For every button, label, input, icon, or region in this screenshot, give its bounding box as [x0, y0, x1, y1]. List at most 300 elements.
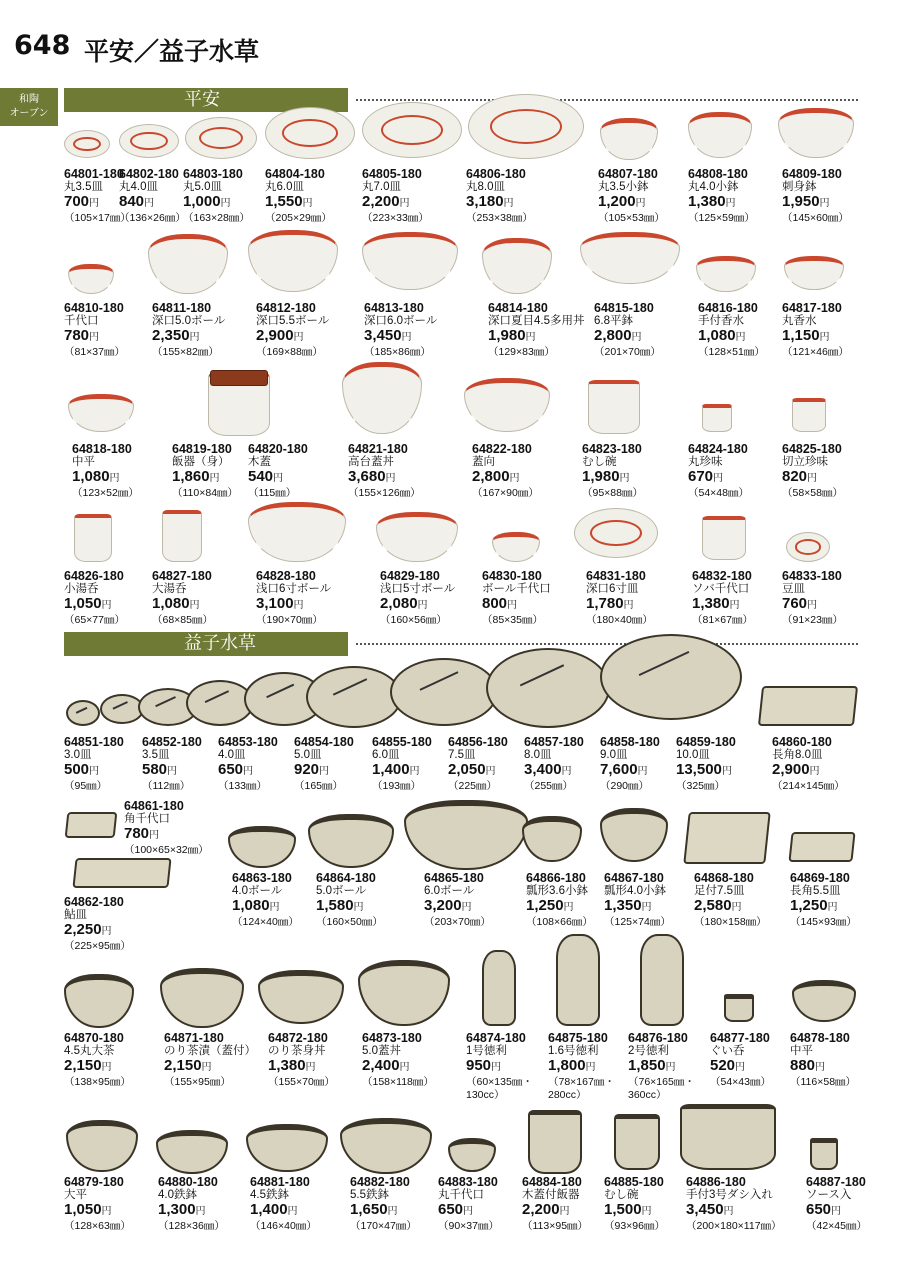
- product-photo: [492, 532, 540, 562]
- product-photo: [228, 826, 296, 868]
- price-value: 1,580: [316, 897, 354, 914]
- page-title: 平安／益子水草: [84, 37, 260, 66]
- product-size: （58×58㎜）: [782, 487, 843, 499]
- product-photo: [810, 1138, 838, 1170]
- product-name: 深口5.5ボール: [256, 315, 330, 327]
- yen-label: 円: [735, 1062, 746, 1073]
- product-name: 浅口6寸ボール: [256, 583, 332, 595]
- product-code: 64830-180: [482, 569, 542, 583]
- product-info: [362, 168, 429, 225]
- glazed-ware-shape: [65, 812, 118, 838]
- product-name: 丸7.0皿: [362, 181, 401, 193]
- product-photo: [64, 130, 110, 158]
- product-price: [348, 469, 421, 487]
- product-info: [790, 872, 857, 929]
- product-name: 蓋向: [472, 456, 495, 468]
- yen-label: 円: [399, 1062, 410, 1073]
- yen-label: 円: [293, 600, 304, 611]
- product-size: （255㎜）: [524, 780, 574, 792]
- product-price: [782, 194, 849, 212]
- product-code: 64827-180: [152, 569, 212, 583]
- yen-label: 円: [713, 473, 724, 484]
- price-value: 1,380: [692, 595, 730, 612]
- yen-label: 円: [273, 473, 284, 484]
- product-name: 瓢形3.6小鉢: [526, 885, 588, 897]
- product-info: [119, 168, 186, 225]
- glazed-ware-shape: [308, 814, 394, 868]
- yen-label: 円: [631, 332, 642, 343]
- product-photo: [482, 950, 516, 1026]
- price-value: 2,800: [472, 468, 510, 485]
- glazed-ware-shape: [683, 812, 770, 864]
- product-name: 3.0皿: [64, 749, 92, 761]
- yen-label: 円: [89, 198, 100, 209]
- product-photo: [156, 1130, 228, 1174]
- product-info: [372, 736, 432, 793]
- product-name: 丸3.5小鉢: [598, 181, 649, 193]
- product-size: （112㎜）: [142, 780, 191, 792]
- price-value: 2,200: [522, 1201, 560, 1218]
- product-photo: [760, 686, 856, 726]
- yen-label: 円: [509, 473, 520, 484]
- product-name: 手付3号ダシ入れ: [686, 1189, 773, 1201]
- product-price: [64, 328, 125, 346]
- yen-label: 円: [725, 198, 736, 209]
- yen-label: 円: [401, 332, 412, 343]
- product-info: [628, 1032, 695, 1102]
- product-code: 64868-180: [694, 871, 754, 885]
- yen-label: 円: [723, 1206, 734, 1217]
- product-code: 64808-180: [688, 167, 748, 181]
- product-photo: [404, 800, 528, 870]
- product-info: [72, 443, 139, 500]
- yen-label: 円: [463, 1206, 474, 1217]
- price-value: 1,150: [782, 327, 820, 344]
- price-value: 2,900: [772, 761, 810, 778]
- product-code: 64857-180: [524, 735, 584, 749]
- product-price: [218, 762, 278, 780]
- price-value: 1,080: [72, 468, 110, 485]
- yen-label: 円: [269, 902, 280, 913]
- painted-ware-shape: [376, 512, 458, 562]
- product-info: [482, 570, 551, 627]
- product-name: 6.0ボール: [424, 885, 475, 897]
- yen-label: 円: [319, 766, 330, 777]
- product-price: [152, 596, 213, 614]
- product-info: [692, 570, 753, 627]
- product-name: のり茶漬（蓋付）: [164, 1045, 256, 1057]
- painted-ware-shape: [248, 502, 346, 562]
- painted-ware-shape: [588, 380, 640, 434]
- yen-label: 円: [302, 198, 313, 209]
- product-name: 丸4.0皿: [119, 181, 158, 193]
- glazed-ware-shape: [358, 960, 450, 1026]
- product-price: [158, 1202, 225, 1220]
- product-code: 64880-180: [158, 1175, 218, 1189]
- product-size: （185×86㎜）: [364, 346, 431, 358]
- price-value: 880: [790, 1057, 816, 1074]
- product-name: 深口夏目4.5多用丼: [488, 315, 585, 327]
- price-value: 2,580: [694, 897, 732, 914]
- price-value: 760: [782, 595, 808, 612]
- price-value: 1,250: [790, 897, 828, 914]
- price-value: 3,180: [466, 193, 504, 210]
- product-name: 3.5皿: [142, 749, 170, 761]
- yen-label: 円: [641, 1206, 652, 1217]
- product-code: 64859-180: [676, 735, 736, 749]
- product-photo: [306, 666, 402, 728]
- product-info: [604, 872, 671, 929]
- price-value: 1,380: [688, 193, 726, 210]
- product-price: [688, 469, 749, 487]
- price-value: 700: [64, 193, 90, 210]
- product-photo: [468, 94, 584, 159]
- painted-ware-shape: [784, 256, 844, 290]
- product-size: （115㎜）: [248, 487, 297, 499]
- product-price: [604, 898, 671, 916]
- product-code: 64820-180: [248, 442, 308, 456]
- product-price: [448, 762, 508, 780]
- glazed-ware-shape: [306, 666, 402, 728]
- product-size: （91×23㎜）: [782, 614, 843, 626]
- price-value: 650: [218, 761, 244, 778]
- product-info: [488, 302, 585, 359]
- product-info: [124, 800, 209, 857]
- painted-ware-shape: [68, 394, 134, 432]
- product-photo: [574, 508, 658, 558]
- glazed-ware-shape: [482, 950, 516, 1026]
- product-info: [64, 736, 124, 793]
- price-value: 1,300: [158, 1201, 196, 1218]
- product-code: 64881-180: [250, 1175, 310, 1189]
- price-value: 2,150: [164, 1057, 202, 1074]
- product-photo: [792, 398, 826, 432]
- product-photo: [340, 1118, 432, 1174]
- product-size: （290㎜）: [600, 780, 650, 792]
- product-size: （129×83㎜）: [488, 346, 555, 358]
- glazed-ware-shape: [246, 1124, 328, 1172]
- yen-label: 円: [641, 902, 652, 913]
- price-value: 580: [142, 761, 168, 778]
- yen-label: 円: [287, 1206, 298, 1217]
- yen-label: 円: [167, 766, 178, 777]
- product-code: 64825-180: [782, 442, 842, 456]
- painted-ware-shape: [162, 510, 202, 562]
- yen-label: 円: [525, 332, 536, 343]
- product-photo: [185, 117, 257, 159]
- product-name: 5.0ボール: [316, 885, 367, 897]
- product-name: ボール千代口: [482, 583, 551, 595]
- product-photo: [778, 108, 854, 158]
- product-price: [488, 328, 585, 346]
- product-photo: [148, 234, 228, 294]
- painted-ware-shape: [265, 107, 355, 159]
- yen-label: 円: [637, 766, 648, 777]
- product-price: [582, 469, 643, 487]
- product-price: [124, 826, 209, 844]
- product-size-cont: 360cc）: [628, 1089, 667, 1101]
- product-code: 64863-180: [232, 871, 292, 885]
- product-code: 64866-180: [526, 871, 586, 885]
- product-code: 64801-180: [64, 167, 124, 181]
- product-info: [806, 1176, 867, 1233]
- product-photo: [248, 230, 338, 292]
- product-code: 64804-180: [265, 167, 325, 181]
- product-code: 64805-180: [362, 167, 422, 181]
- price-value: 2,150: [64, 1057, 102, 1074]
- yen-label: 円: [201, 1062, 212, 1073]
- yen-label: 円: [461, 902, 472, 913]
- product-size-cont: 130cc）: [466, 1089, 505, 1101]
- product-price: [594, 328, 661, 346]
- glazed-ware-shape: [680, 1104, 776, 1170]
- product-info: [172, 443, 238, 500]
- painted-ware-shape: [492, 532, 540, 562]
- price-value: 2,080: [380, 595, 418, 612]
- product-name: 丸香水: [782, 315, 817, 327]
- product-photo: [66, 700, 100, 726]
- painted-ware-shape: [68, 264, 114, 294]
- product-name: 木蓋付飯器: [522, 1189, 580, 1201]
- product-info: [380, 570, 455, 627]
- product-price: [482, 596, 551, 614]
- product-code: 64851-180: [64, 735, 124, 749]
- product-price: [248, 469, 308, 487]
- product-name: 5.5鉄鉢: [350, 1189, 389, 1201]
- yen-label: 円: [809, 766, 820, 777]
- price-value: 3,200: [424, 897, 462, 914]
- product-code: 64873-180: [362, 1031, 422, 1045]
- product-info: [604, 1176, 665, 1233]
- product-photo: [784, 256, 844, 290]
- product-info: [600, 736, 660, 793]
- product-price: [164, 1058, 256, 1076]
- price-value: 2,250: [64, 921, 102, 938]
- painted-ware-shape: [574, 508, 658, 558]
- product-name: 長角5.5皿: [790, 885, 841, 897]
- product-price: [600, 762, 660, 780]
- product-price: [806, 1202, 867, 1220]
- product-size: （128×51㎜）: [698, 346, 765, 358]
- product-photo: [486, 648, 610, 728]
- yen-label: 円: [399, 198, 410, 209]
- product-size: （81×67㎜）: [692, 614, 753, 626]
- product-code: 64860-180: [772, 735, 832, 749]
- product-size: （155×95㎜）: [164, 1076, 231, 1088]
- glazed-ware-shape: [404, 800, 528, 870]
- product-price: [424, 898, 491, 916]
- product-info: [152, 570, 213, 627]
- product-code: 64861-180: [124, 799, 184, 813]
- product-price: [256, 328, 329, 346]
- yen-label: 円: [387, 1206, 398, 1217]
- price-value: 2,900: [256, 327, 294, 344]
- price-value: 1,980: [582, 468, 620, 485]
- product-info: [268, 1032, 335, 1089]
- product-size-cont: 280cc）: [548, 1089, 587, 1101]
- product-name: 豆皿: [782, 583, 805, 595]
- product-size: （214×145㎜）: [772, 780, 845, 792]
- yen-label: 円: [109, 473, 120, 484]
- product-info: [64, 302, 125, 359]
- product-price: [676, 762, 736, 780]
- yen-label: 円: [559, 1206, 570, 1217]
- product-name: 木蓋: [248, 456, 271, 468]
- product-info: [790, 1032, 856, 1089]
- product-info: [250, 1176, 317, 1233]
- price-value: 2,200: [362, 193, 400, 210]
- painted-ware-shape: [468, 94, 584, 159]
- product-size: （165㎜）: [294, 780, 344, 792]
- page-number: 648: [14, 30, 71, 61]
- product-photo: [790, 832, 854, 862]
- product-code: 64821-180: [348, 442, 408, 456]
- yen-label: 円: [729, 600, 740, 611]
- product-price: [598, 194, 665, 212]
- price-value: 1,980: [488, 327, 526, 344]
- product-price: [710, 1058, 771, 1076]
- price-value: 780: [124, 825, 150, 842]
- product-size: （65×77㎜）: [64, 614, 125, 626]
- product-name: 丸珍味: [688, 456, 723, 468]
- product-price: [142, 762, 202, 780]
- price-value: 3,400: [524, 761, 562, 778]
- painted-ware-shape: [119, 124, 179, 158]
- glazed-ware-shape: [600, 808, 668, 862]
- price-value: 1,080: [698, 327, 736, 344]
- price-value: 2,350: [152, 327, 190, 344]
- product-price: [522, 1202, 588, 1220]
- product-photo: [614, 1114, 660, 1170]
- product-info: [248, 443, 308, 500]
- product-info: [586, 570, 653, 627]
- price-value: 3,100: [256, 595, 294, 612]
- product-price: [316, 898, 383, 916]
- painted-ware-shape: [482, 238, 552, 294]
- glazed-ware-shape: [228, 826, 296, 868]
- product-size: （325㎜）: [676, 780, 726, 792]
- painted-ware-shape: [778, 108, 854, 158]
- product-size: （146×40㎜）: [250, 1220, 317, 1232]
- product-size: （145×60㎜）: [782, 212, 849, 224]
- product-price: [790, 1058, 856, 1076]
- product-info: [64, 896, 131, 953]
- product-name: 切立珍味: [782, 456, 828, 468]
- yen-label: 円: [144, 198, 155, 209]
- product-info: [466, 168, 533, 225]
- product-info: [466, 1032, 533, 1102]
- product-info: [232, 872, 299, 929]
- product-name: 浅口5寸ボール: [380, 583, 456, 595]
- product-name: 高台蓋丼: [348, 456, 394, 468]
- product-code: 64879-180: [64, 1175, 124, 1189]
- product-code: 64822-180: [472, 442, 532, 456]
- yen-label: 円: [807, 600, 818, 611]
- product-info: [582, 443, 643, 500]
- product-name: 1.6号徳利: [548, 1045, 599, 1057]
- product-name: 2号徳利: [628, 1045, 669, 1057]
- category-tab: [0, 88, 58, 126]
- product-size: （105×17㎜）: [64, 212, 131, 224]
- product-name: 丸3.5皿: [64, 181, 103, 193]
- product-price: [790, 898, 857, 916]
- product-photo: [702, 516, 746, 560]
- product-size: （133㎜）: [218, 780, 268, 792]
- product-size: （225×95㎜）: [64, 940, 131, 952]
- product-info: [350, 1176, 417, 1233]
- painted-ware-shape: [464, 378, 550, 432]
- product-code: 64854-180: [294, 735, 354, 749]
- price-value: 1,000: [183, 193, 221, 210]
- product-code: 64865-180: [424, 871, 484, 885]
- product-price: [350, 1202, 417, 1220]
- product-code: 64872-180: [268, 1031, 328, 1045]
- yen-label: 円: [149, 830, 160, 841]
- product-name: 丸5.0皿: [183, 181, 222, 193]
- product-price: [694, 898, 767, 916]
- price-value: 1,850: [628, 1057, 666, 1074]
- yen-label: 円: [220, 198, 231, 209]
- product-size: （200×180×117㎜）: [686, 1220, 782, 1232]
- product-code: 64810-180: [64, 301, 124, 315]
- painted-ware-shape: [74, 514, 112, 562]
- product-info: [218, 736, 278, 793]
- product-photo: [522, 816, 582, 862]
- product-info: [362, 1032, 434, 1089]
- product-code: 64882-180: [350, 1175, 410, 1189]
- product-price: [72, 469, 139, 487]
- product-size: （155×126㎜）: [348, 487, 421, 499]
- yen-label: 円: [623, 600, 634, 611]
- painted-ware-shape: [148, 234, 228, 294]
- yen-label: 円: [819, 332, 830, 343]
- yen-label: 円: [305, 1062, 316, 1073]
- product-code: 64884-180: [522, 1175, 582, 1189]
- product-code: 64807-180: [598, 167, 658, 181]
- product-code: 64886-180: [686, 1175, 746, 1189]
- product-name: 手付香水: [698, 315, 744, 327]
- product-code: 64818-180: [72, 442, 132, 456]
- product-info: [676, 736, 736, 793]
- product-price: [472, 469, 539, 487]
- product-size: （124×40㎜）: [232, 916, 299, 928]
- product-price: [782, 469, 843, 487]
- product-info: [694, 872, 767, 929]
- product-info: [164, 1032, 256, 1089]
- yen-label: 円: [101, 1206, 112, 1217]
- painted-ware-shape: [342, 362, 422, 434]
- product-name: 丸4.0小鉢: [688, 181, 739, 193]
- product-code: 64874-180: [466, 1031, 526, 1045]
- product-photo: [258, 970, 344, 1024]
- product-info: [472, 443, 539, 500]
- price-value: 1,350: [604, 897, 642, 914]
- product-code: 64883-180: [438, 1175, 498, 1189]
- product-size: （81×37㎜）: [64, 346, 125, 358]
- product-info: [294, 736, 354, 793]
- product-code: 64858-180: [600, 735, 660, 749]
- glazed-ware-shape: [64, 974, 134, 1028]
- product-size: （128×63㎜）: [64, 1220, 131, 1232]
- product-price: [64, 1058, 131, 1076]
- yen-label: 円: [507, 600, 518, 611]
- product-name: 4.0皿: [218, 749, 246, 761]
- product-code: 64856-180: [448, 735, 508, 749]
- product-photo: [265, 107, 355, 159]
- product-photo: [556, 934, 600, 1026]
- glazed-ware-shape: [528, 1110, 582, 1174]
- product-price: [692, 596, 753, 614]
